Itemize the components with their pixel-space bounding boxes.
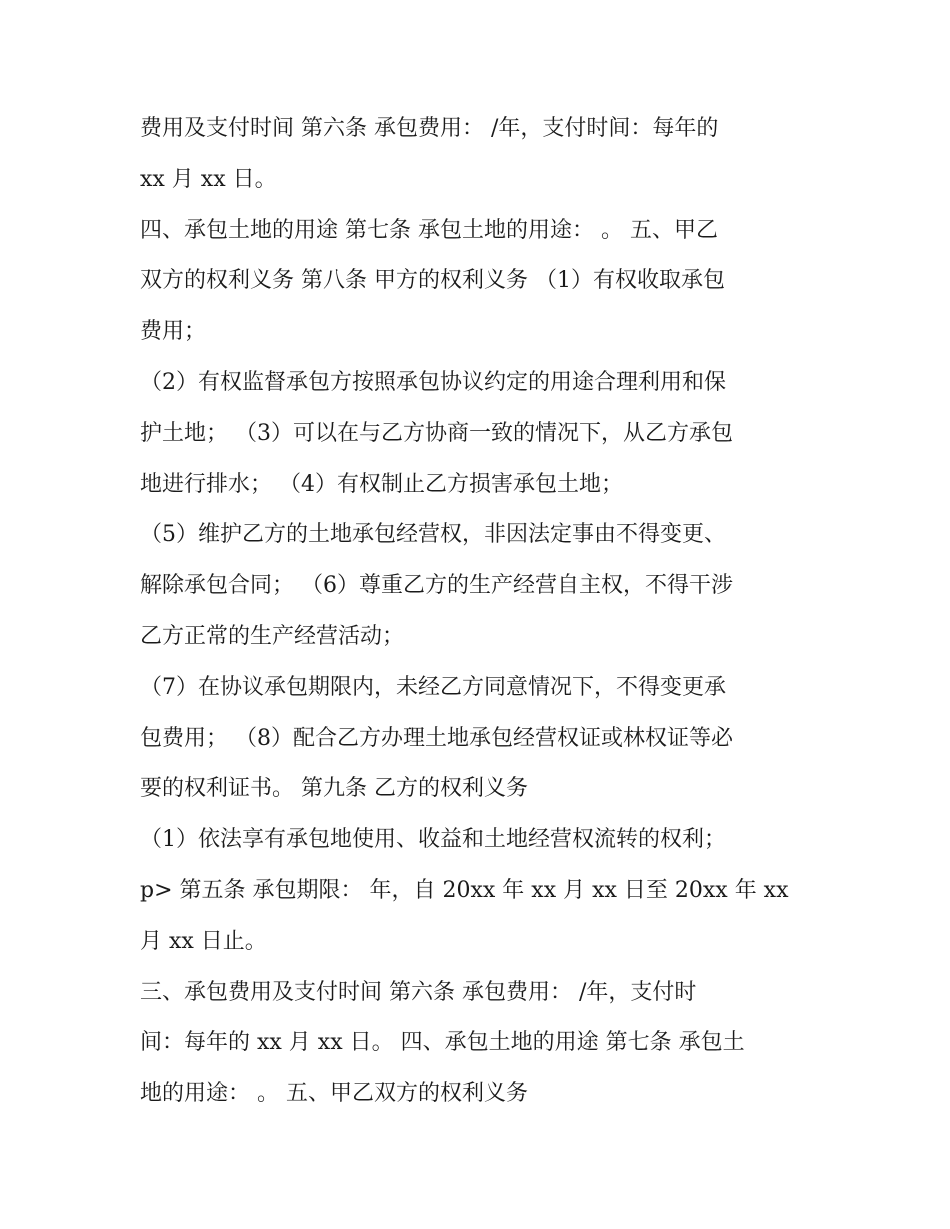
text-line: 要的权利证书。 第九条 乙方的权利义务 — [140, 776, 528, 802]
text-line: 解除承包合同； （6）尊重乙方的生产经营自主权，不得干涉 — [140, 573, 733, 599]
text-line: 双方的权利义务 第八条 甲方的权利义务 （1）有权收取承包 — [140, 268, 725, 294]
document-body — [140, 104, 820, 1120]
text-line: 间：每年的 xx 月 xx 日。 四、承包土地的用途 第七条 承包土 — [140, 1030, 745, 1056]
text-line: 地的用途： 。 五、甲乙双方的权利义务 — [140, 1081, 528, 1107]
text-line: p> 第五条 承包期限： 年，自 20xx 年 xx 月 xx 日至 20xx 年 xx — [140, 877, 789, 903]
text-line: （5）维护乙方的土地承包经营权，非因法定事由不得变更、 — [140, 522, 726, 548]
text-line: （1）依法享有承包地使用、收益和土地经营权流转的权利； — [140, 827, 726, 853]
text-line: 护土地； （3）可以在与乙方协商一致的情况下，从乙方承包 — [140, 420, 733, 446]
text-line: 乙方正常的生产经营活动； — [140, 623, 405, 649]
text-line: 地进行排水； （4）有权制止乙方损害承包土地； — [140, 471, 623, 497]
text-line: 三、承包费用及支付时间 第六条 承包费用： /年，支付时 — [140, 979, 697, 1005]
text-line: 费用及支付时间 第六条 承包费用： /年，支付时间：每年的 — [140, 116, 719, 141]
text-line: （2）有权监督承包方按照承包协议约定的用途合理利用和保 — [140, 369, 726, 395]
text-line: xx 月 xx 日。 — [140, 166, 277, 192]
text-line: 费用； — [140, 319, 207, 345]
text-line: 包费用； （8）配合乙方办理土地承包经营权证或林权证等必 — [140, 725, 733, 751]
text-line: 月 xx 日止。 — [140, 928, 267, 954]
text-line: 四、承包土地的用途 第七条 承包土地的用途： 。 五、甲乙 — [140, 217, 718, 243]
text-line: （7）在协议承包期限内，未经乙方同意情况下，不得变更承 — [140, 674, 726, 700]
